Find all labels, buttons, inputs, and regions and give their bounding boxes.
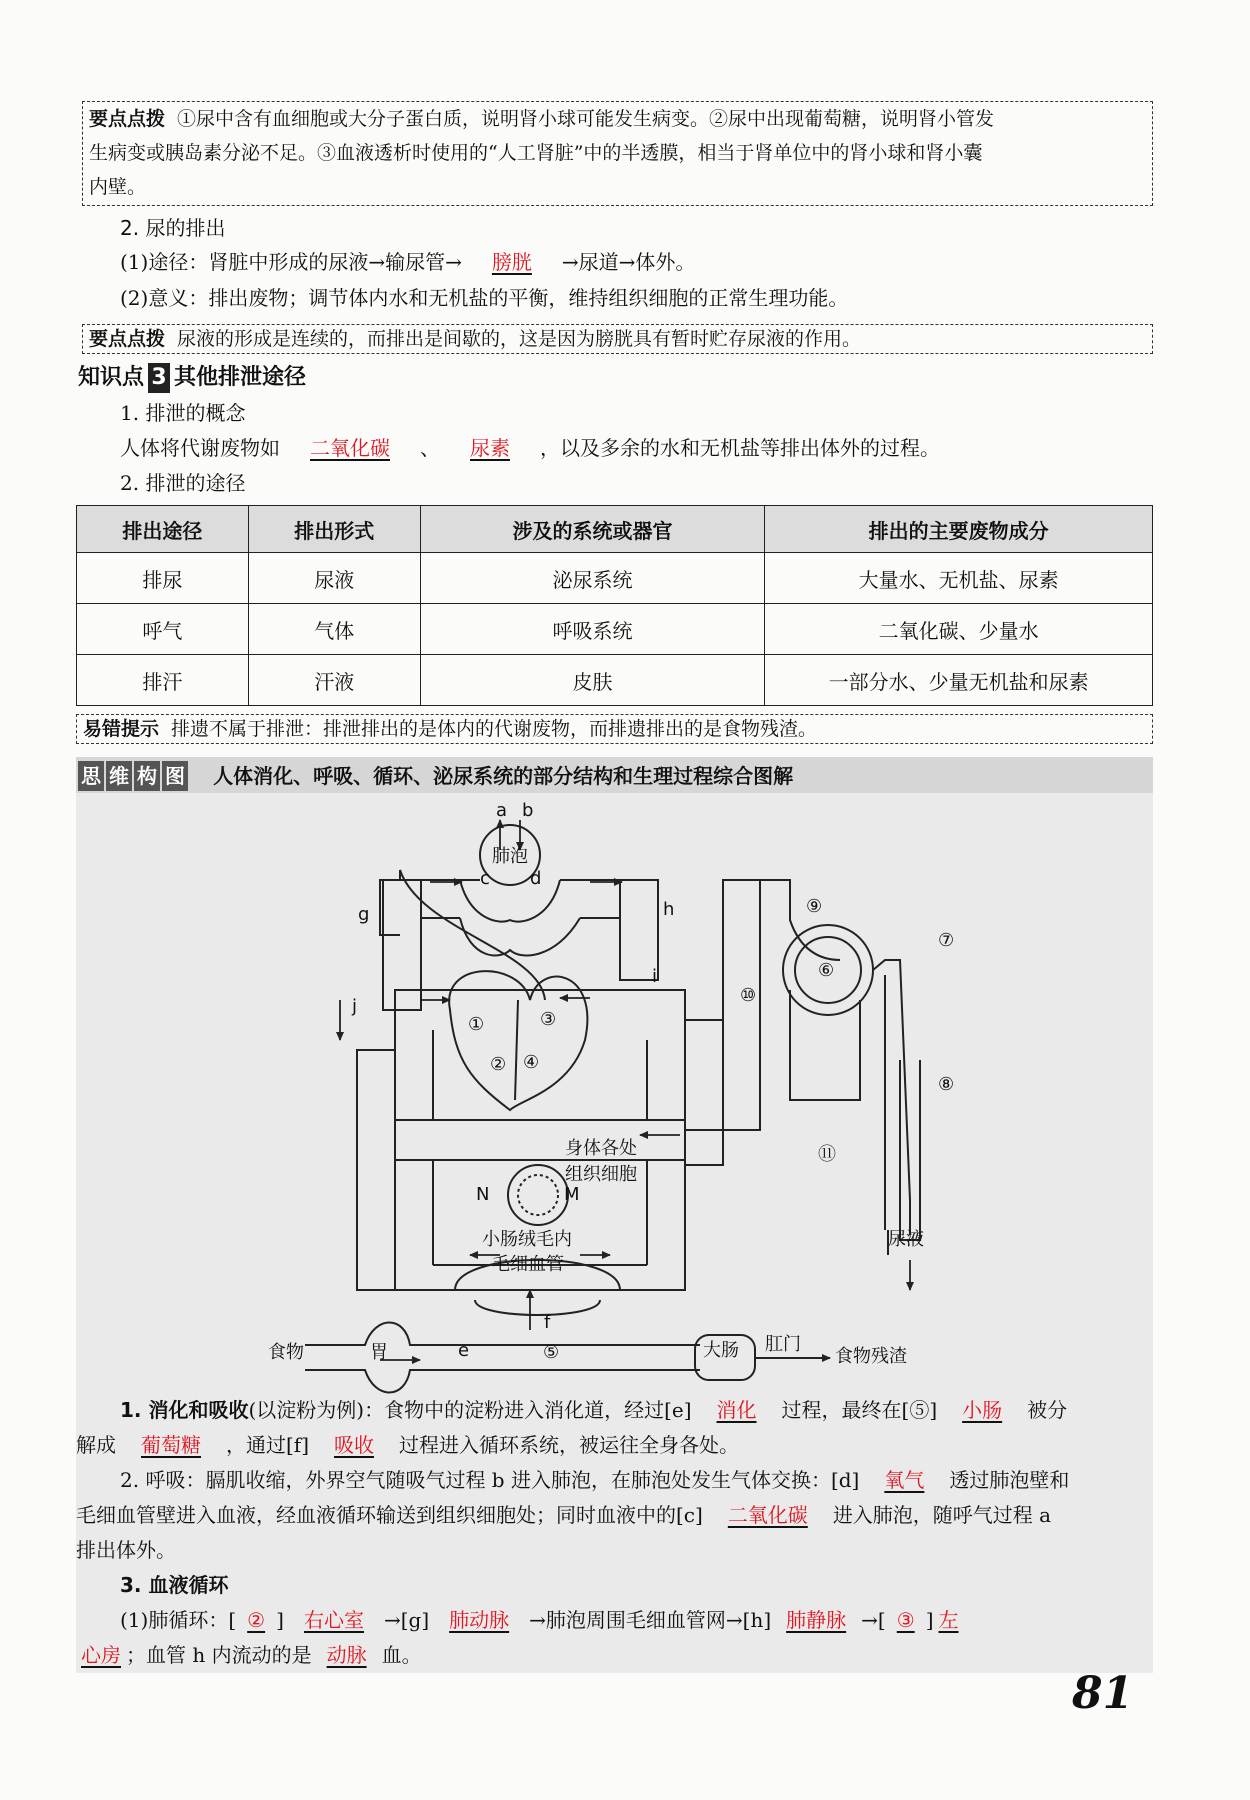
label-f: f (544, 1312, 551, 1333)
table-header: 排出途径 (77, 506, 249, 553)
tissue-label-2: 组织细胞 (565, 1164, 637, 1185)
answer-blank: 肺静脉 (786, 1608, 847, 1632)
heart (449, 971, 587, 1110)
answer-blank: 尿素 (470, 436, 510, 460)
table-cell: 尿液 (248, 553, 420, 604)
tip-text-line: ①尿中含有血细胞或大分子蛋白质，说明肾小球可能发生病变。②尿中出现葡萄糖，说明肾小管发 (177, 108, 995, 130)
page-number: 81 (1072, 1668, 1134, 1719)
tip-label: 易错提示 (83, 718, 160, 740)
table-header: 排出形式 (248, 506, 420, 553)
residue-label: 食物残渣 (835, 1346, 907, 1367)
vessel-h (620, 880, 658, 980)
table-cell: 排汗 (77, 655, 249, 706)
answer-blank: 二氧化碳 (310, 436, 390, 460)
mind-map-char: 维 (106, 761, 132, 791)
tip-text-line: 内壁。 (89, 176, 147, 198)
knowledge-point-number: 3 (148, 363, 170, 393)
label-i: i (652, 966, 658, 987)
table-header: 涉及的系统或器官 (420, 506, 765, 553)
excretion-concept-line: 人体将代谢废物如 二氧化碳 、 尿素 ，以及多余的水和无机盐等排出体外的过程。 (120, 433, 940, 463)
knowledge-point-heading: 知识点 3 其他排泄途径 (78, 363, 306, 393)
label-c: c (480, 868, 490, 889)
mind-map-char: 思 (78, 761, 104, 791)
answer-blank: ② (247, 1608, 266, 1632)
answer-blank: 吸收 (334, 1433, 375, 1457)
table-cell: 呼气 (77, 604, 249, 655)
digestion-paragraph-line: 1. 消化和吸收(以淀粉为例)：食物中的淀粉进入消化道，经过[e] 消化 过程，最终在[⑤] 小肠 被分 (120, 1395, 1067, 1425)
collecting-duct (888, 1060, 920, 1255)
mind-map-char: 图 (162, 761, 188, 791)
answer-blank: 左 (938, 1608, 959, 1632)
respiration-paragraph-line: 毛细血管壁进入血液，经血液循环输送到组织细胞处；同时血液中的[c] 二氧化碳 进入肺泡，随呼气过程 a (76, 1500, 1051, 1530)
tip-text: 排遗不属于排泄：排泄排出的是体内的代谢废物，而排遗排出的是食物残渣。 (171, 718, 818, 740)
villus-label-2: 毛细血管 (492, 1254, 564, 1275)
table-cell: 皮肤 (420, 655, 765, 706)
answer-blank: 氧气 (884, 1468, 925, 1492)
tissue-label-1: 身体各处 (565, 1138, 637, 1159)
table-cell: 气体 (248, 604, 420, 655)
label-2: ② (490, 1054, 507, 1075)
mind-map-char: 构 (134, 761, 160, 791)
answer-blank: 葡萄糖 (141, 1433, 201, 1457)
table-cell: 呼吸系统 (420, 604, 765, 655)
label-b: b (522, 800, 534, 821)
alveolus-label: 肺泡 (492, 846, 528, 867)
mind-map-title: 人体消化、呼吸、循环、泌尿系统的部分结构和生理过程综合图解 (213, 764, 794, 788)
tip-text-line: 生病变或胰岛素分泌不足。③血液透析时使用的“人工肾脏”中的半透膜，相当于肾单位中的肾小球和肾小囊 (89, 142, 983, 164)
label-5: ⑤ (543, 1342, 560, 1363)
label-3: ③ (540, 1009, 557, 1030)
label-d: d (530, 868, 542, 889)
food-label: 食物 (268, 1342, 304, 1363)
respiration-paragraph-line: 排出体外。 (76, 1538, 176, 1562)
answer-blank: ③ (896, 1608, 915, 1632)
answer-blank: 动脉 (326, 1643, 367, 1667)
answer-blank: 膀胱 (491, 250, 532, 274)
urine-route-line: (1)途径：肾脏中形成的尿液→输尿管→ 膀胱 →尿道→体外。 (120, 247, 695, 277)
tip-label: 要点点拨 (89, 328, 166, 350)
section-title: 1. 排泄的概念 (120, 401, 246, 425)
anus-label: 肛门 (765, 1334, 801, 1355)
large-intestine-label: 大肠 (703, 1340, 739, 1361)
answer-blank: 二氧化碳 (727, 1503, 808, 1527)
label-1: ① (468, 1014, 485, 1035)
villus-label-1: 小肠绒毛内 (482, 1229, 572, 1250)
label-h: h (663, 899, 675, 920)
answer-blank: 心房 (81, 1643, 121, 1667)
label-N: N (476, 1184, 490, 1205)
label-g: g (358, 904, 370, 925)
section-title: 2. 尿的排出 (120, 216, 226, 240)
label-4: ④ (523, 1052, 540, 1073)
urine-meaning-line: (2)意义：排出废物；调节体内水和无机盐的平衡，维持组织细胞的正常生理功能。 (120, 286, 849, 310)
label-a: a (496, 800, 508, 821)
label-10: ⑩ (740, 985, 757, 1006)
label-j: j (352, 996, 358, 1017)
table-cell: 泌尿系统 (420, 553, 765, 604)
table-cell: 排尿 (77, 553, 249, 604)
table-cell: 二氧化碳、少量水 (765, 604, 1153, 655)
answer-blank: 右心室 (303, 1608, 364, 1632)
respiration-paragraph-line: 2. 呼吸：膈肌收缩，外界空气随吸气过程 b 进入肺泡，在肺泡处发生气体交换：[d] 氧气 透过肺泡壁和 (120, 1465, 1069, 1495)
stomach-label: 胃 (370, 1342, 388, 1363)
table-header: 排出的主要废物成分 (765, 506, 1153, 553)
table-cell: 大量水、无机盐、尿素 (765, 553, 1153, 604)
tip-label: 要点点拨 (89, 108, 166, 130)
label-e: e (458, 1340, 470, 1361)
digestive-tract (305, 1323, 700, 1393)
label-M: M (564, 1184, 580, 1205)
section-title: 2. 排泄的途径 (120, 471, 246, 495)
answer-blank: 肺动脉 (449, 1608, 510, 1632)
label-9: ⑨ (806, 896, 823, 917)
label-6: ⑥ (818, 960, 835, 981)
answer-blank: 消化 (716, 1398, 757, 1422)
label-11: ⑪ (818, 1144, 836, 1165)
label-7: ⑦ (938, 930, 955, 951)
section-title: 3. 血液循环 (120, 1573, 229, 1597)
table-cell: 汗液 (248, 655, 420, 706)
digestion-paragraph-line: 解成 葡萄糖 ，通过[f] 吸收 过程进入循环系统，被运往全身各处。 (76, 1430, 739, 1460)
tip-text: 尿液的形成是连续的，而排出是间歇的，这是因为膀胱具有暂时贮存尿液的作用。 (177, 328, 862, 350)
label-8: ⑧ (938, 1074, 955, 1095)
table-cell: 一部分水、少量无机盐和尿素 (765, 655, 1153, 706)
circulation-paragraph-line: (1)肺循环：[ ② ] 右心室 →[g] 肺动脉 →肺泡周围毛细血管网→[h] 肺静脉 →[ ③ ] 左 (120, 1605, 964, 1635)
urine-label: 尿液 (888, 1229, 924, 1250)
answer-blank: 小肠 (962, 1398, 1003, 1422)
circulation-paragraph-line: 心房 ；血管 h 内流动的是 动脉 血。 (76, 1640, 422, 1670)
